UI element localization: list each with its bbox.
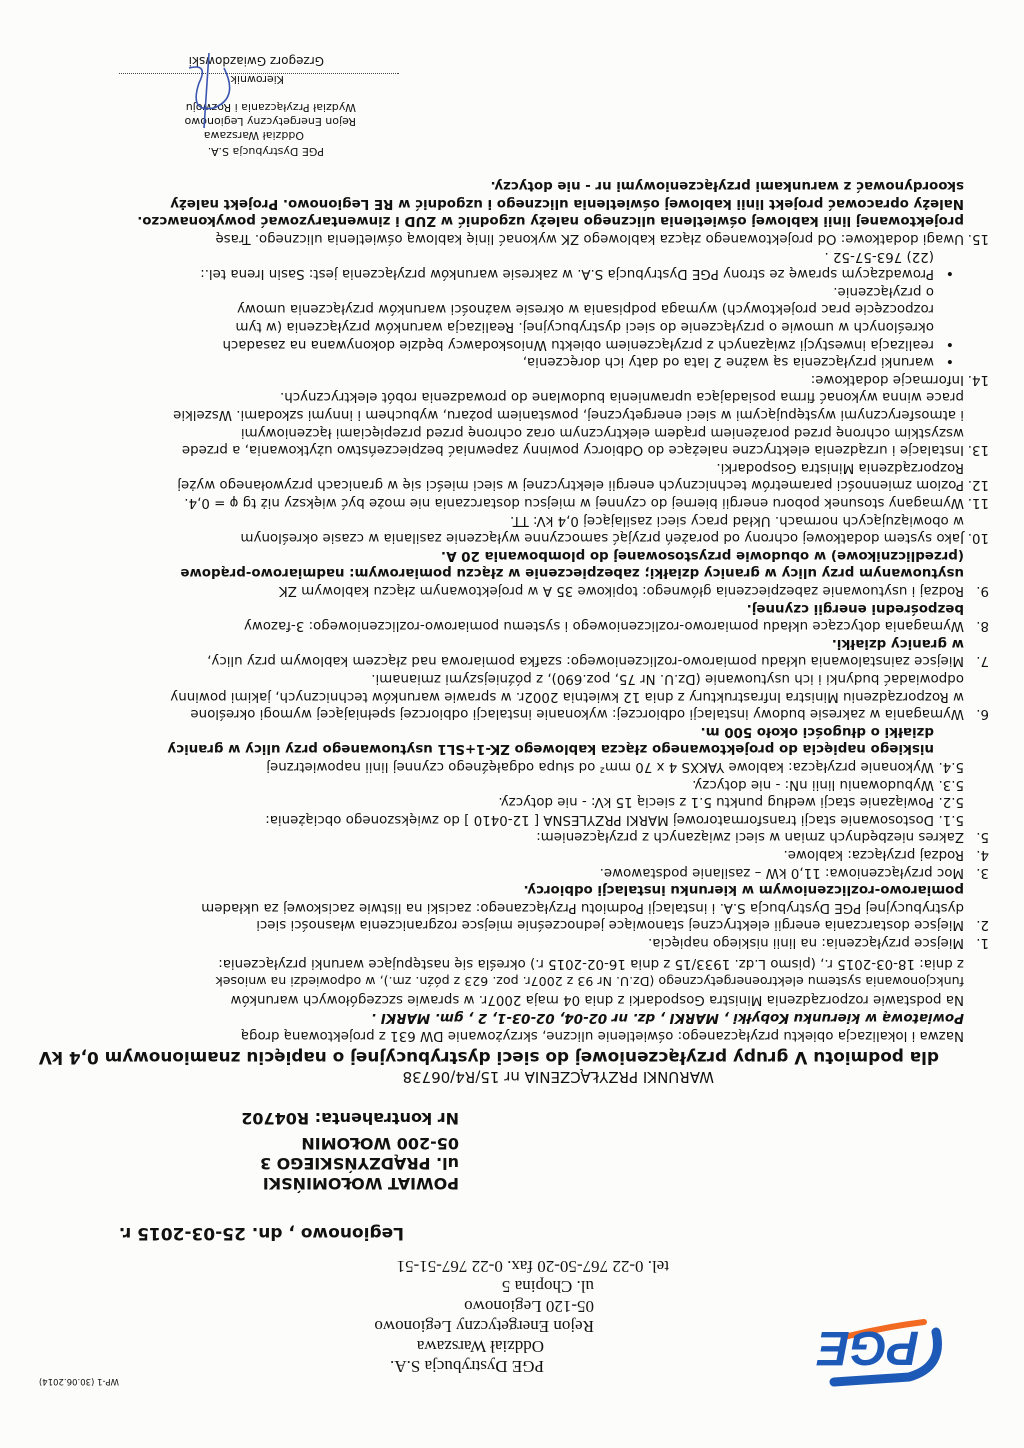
point-line: Poziom zmienności parametrów technicznych energii elektrycznej w sieci mieści się w granicach przywołanego wyżej (177, 477, 964, 493)
point-line: dystrybucyjnej PGE Dystrybucja S.A. i instalacji Podmiotu Przyłączanego: zaciski na listwie zaciskowej za układem (201, 899, 964, 915)
bullet-icon: • (945, 265, 954, 282)
point-number: 7. (976, 653, 989, 669)
point-line: Informacje dodatkowe: (810, 371, 964, 387)
sender-unit: Rejon Energetyczny Legionowo (374, 1317, 594, 1336)
point-line: pomiarowo-rozliczeniowym w kierunku instalacji odbiorcy. (523, 882, 964, 898)
point-line: Instalacje i urządzenia elektryczne należące do Odbiorcy powinny zapewniać bezpieczeństwo użytkowania, a przede (181, 442, 964, 458)
point-line: Powiązanie stacji według punktu 5.1 z siecią 15 kV: - nie dotyczy. (498, 794, 934, 810)
point-line: wszystkim ochronę przed porażeniem prądem elektrycznym oraz ochronę przed przepięciami łączeniowymi (240, 424, 964, 440)
bullet-line: realizacja inwestycji związanych z przyłączeniem obiektu Wnioskodawcy będzie dokonywana na zasadach (222, 336, 934, 352)
point-line: w Rozporządzeniu Ministra Infrastruktury z dnia 12 kwietnia 2002r. w sprawie warunków technicznych, jakimi powinny (170, 688, 964, 704)
bullet-icon: • (945, 335, 954, 352)
point-number: 1. (976, 935, 989, 950)
bullet-line: warunki przyłączenia są ważne 2 lata od daty ich doręczenia, (522, 354, 934, 370)
point-line: Miejsce przyłączenia: na linii niskiego napięcia. (648, 935, 964, 950)
pge-logo-text: PGE (817, 1321, 919, 1374)
point-line: projektowanej linii kablowej oświetlenia ulicznego należy uzgodnić w ZUD i zinwentaryzować powykonawczo. (137, 213, 964, 229)
point-number: 6. (976, 706, 989, 722)
point-line: Wymagania w zakresie budowy instalacji odbiorczej: wykonanie instalacji odbiorczej spełniającej wymogi określone (190, 706, 964, 722)
point-line: Wymagania dotyczące układu pomiarowo-rozliczeniowego i systemu pomiarowo-rozliczeniowego: 3-fazowy (243, 618, 964, 634)
point-line: Wykonanie przyłącza: kablowe YAKXS 4 x 70 mm² od słupa odgałęźnego czynnej linii napowietrznej (266, 759, 934, 774)
point-line: odpowiadać budynki i ich usytuowanie (Dz.U. Nr 75, poz.690), z późniejszymi zmianami. (371, 671, 964, 686)
point-number: 13. (967, 442, 989, 458)
pge-logo (744, 1293, 954, 1392)
bullet-line: Prowadzącym sprawę ze strony PGE Dystrybucja S.A. w zakresie warunków przyłączenia jest: Sasin Irena tel.: (200, 266, 934, 282)
point-number: 9. (976, 583, 989, 598)
point-line: działki o długości około 500 m. (700, 723, 934, 739)
stamp-department: Wydział Przyłączania i Rozwoju (185, 101, 356, 114)
sender-branch: Oddział Warszawa (416, 1337, 544, 1356)
intro-line-2: Powiatową w kierunku Kobyłki , MARKI , dz. nr 02-04, 02-03-1, 2 , gm. MARKI . (371, 1010, 964, 1025)
stamp-branch: Oddział Warszawa (203, 129, 304, 142)
intro-line-4: funkcjonowania systemu elektroenergetycznego (Dz.U. Nr 93 z 2007r. poz. 623 z późn. zm.), w odpowiedzi na wniosek (215, 974, 964, 989)
place-date: Legionowo , dn. 25-03-2015 r. (118, 1223, 404, 1243)
bullet-line: rozpoczęcie prac projektowych) wymaga podpisania w okresie ważności warunków przyłączenia umowy (237, 301, 934, 317)
intro-line-1: Nazwa i lokalizacja obiektu przyłączanego: oświetlenie uliczne, skrzyżowanie DW 631 z projektowaną drogą (240, 1028, 964, 1043)
pge-logo-mark (744, 1297, 954, 1392)
form-code: WP-1 (30.06.2014) (38, 1376, 119, 1386)
point-number: 8. (976, 618, 989, 634)
stamp-signatory: Grzegorz Gwiazdowski (188, 54, 324, 68)
point-number: 11. (967, 495, 989, 510)
point-line: Miejsce dostarczania energii elektrycznej stanowiące jednocześnie miejsce rozgraniczenia własności sieci (256, 917, 964, 933)
stamp-company: PGE Dystrybucja S.A. (207, 145, 324, 158)
point-line: Uwagi dodatkowe: Od projektowanego złącza kablowego ZK wykonać linię kablową oświetlenia ulicznego. Trasę (215, 231, 964, 246)
point-number: 3. (976, 864, 989, 880)
point-line: w granicy działki. (831, 635, 964, 651)
point-line: niskiego napięcia do projektowanego złącza kablowego ZK-1+SL1 usytuowanego przy ulicy w granicy (167, 741, 934, 757)
stamp-position: Kierownik (230, 73, 284, 86)
point-line: (przedlicznikowe) w obudowie przystosowanej do plombowania 20 A. (440, 547, 964, 563)
point-line: Moc przyłączeniowa: 11,0 kW – zasilanie podstawowe. (599, 864, 964, 880)
contractor-number: Nr kontrahenta: R04702 (241, 1109, 459, 1128)
point-line: Jako system dodatkowej ochrony od porażeń przyjąć samoczynne wyłączenie zasilania w czasie określonym (240, 530, 964, 546)
point-line: Rozporządzenia Ministra Gospodarki. (716, 459, 964, 475)
intro-line-5: z dnia: 18-03-2015 r., (pismo L.dz. 1933/15 z dnia 16-02-2015 r.) określa się następujące warunki przyłączenia: (218, 956, 964, 971)
point-line: Dostosowanie stacji transformatorowej MARKI PRZYLESNA [ 12-0410 ] do zwiększonego obciążenia: (265, 811, 934, 827)
point-line: Miejsce zainstalowania układu pomiarowo-rozliczeniowego: szafka pomiarowa nad złączem kablowym przy ulicy, (207, 653, 964, 669)
point-line: skoordynować z warunkami przyłączeniowymi nr - nie dotyczy. (490, 178, 964, 194)
point-line: Zakres niezbędnych zmian w sieci związanych z przyłączeniem: (536, 829, 964, 845)
point-line: Rodzaj przyłącza: kablowe. (783, 847, 964, 862)
point-line: usytuowanym przy ulicy w granicy działki; zabezpieczenie w złączu pomiarowym: nadmiarowo-prądowe (180, 565, 964, 581)
point-number: 2. (976, 917, 989, 933)
point-number: 10. (967, 530, 989, 546)
stamp-unit: Rejon Energetyczny Legionowo (184, 115, 356, 128)
point-number: 14. (967, 371, 989, 387)
point-line: i atmosferycznymi występującymi w sieci energetycznej, powstaniem pożaru, wybuchem i innymi szkodami. Wszelkie (173, 407, 964, 422)
point-number: 4. (976, 847, 989, 862)
handwritten-signature (164, 48, 244, 138)
recipient-street: ul. PRĄDZYŃSKIEGO 3 (259, 1154, 459, 1173)
point-line: bezpośredni energii czynnej. (746, 600, 964, 616)
document-subtitle: dla podmiotu V grupy przyłączeniowej do sieci dystrybucyjnej o napięciu znamionowym 0,4 kV (38, 1048, 939, 1068)
sender-postcode: 05-120 Legionowo (464, 1297, 594, 1316)
bullet-line: określonych w umowie o przyłączenie do sieci dystrybucyjnej. Realizacja warunków przyłączenia (w tym (235, 319, 934, 334)
point-number: 12. (967, 477, 989, 493)
point-line: Wymagany stosunek poboru energii biernej do czynnej w miejscu dostarczania nie może być większy niż tg φ = 0,4. (184, 495, 964, 510)
sender-street: ul. Chopina 5 (501, 1277, 594, 1296)
point-line: w obowiązujących normach. Układ pracy sieci zasilającej 0,4 kV: TT. (509, 512, 964, 528)
sender-phone: tel. 0-22 767-50-20 fax. 0-22 767-51-51 (396, 1257, 669, 1276)
point-line: Wybudowaniu linii nN: - nie dotyczy. (692, 776, 934, 792)
signature-line (119, 73, 399, 74)
point-line: Rodzaj i usytuowanie zabezpieczenia głównego: topikowe 35 A w projektowanym złączu kablowym ZK (278, 583, 964, 598)
bullet-line: (22) 763-57-52 . (824, 248, 934, 264)
bullet-line: o przyłączenie. (833, 283, 934, 299)
point-number: 5.2. (938, 794, 964, 810)
document-title: WARUNKI PRZYŁĄCZENIA nr 15/R4/06738 (402, 1068, 714, 1086)
sender-company: PGE Dystrybucja S.A. (390, 1357, 544, 1376)
intro-line-3: Na podstawie rozporządzenia Ministra Gospodarki z dnia 04 maja 2007r. w sprawie szczegółowych warunków (230, 992, 964, 1007)
bullet-icon: • (945, 353, 954, 370)
recipient-city: 05-200 WOŁOMIN (301, 1134, 459, 1153)
point-number: 5.3. (938, 776, 964, 792)
point-number: 5.1. (938, 811, 964, 827)
point-number: 15. (967, 231, 989, 246)
point-number: 5. (976, 829, 989, 845)
point-line: prace winna wykonać firma posiadająca uprawnienia budowlane do prowadzenia robót elektrycznych. (280, 389, 964, 405)
point-number: 5.4. (938, 759, 964, 774)
point-line: Należy opracować projekt linii kablowej oświetlenia ulicznego i uzgodnić w RE Legionowo. Projekt należy (170, 195, 964, 211)
recipient-name: POWIAT WOŁOMIŃSKI (262, 1174, 459, 1193)
